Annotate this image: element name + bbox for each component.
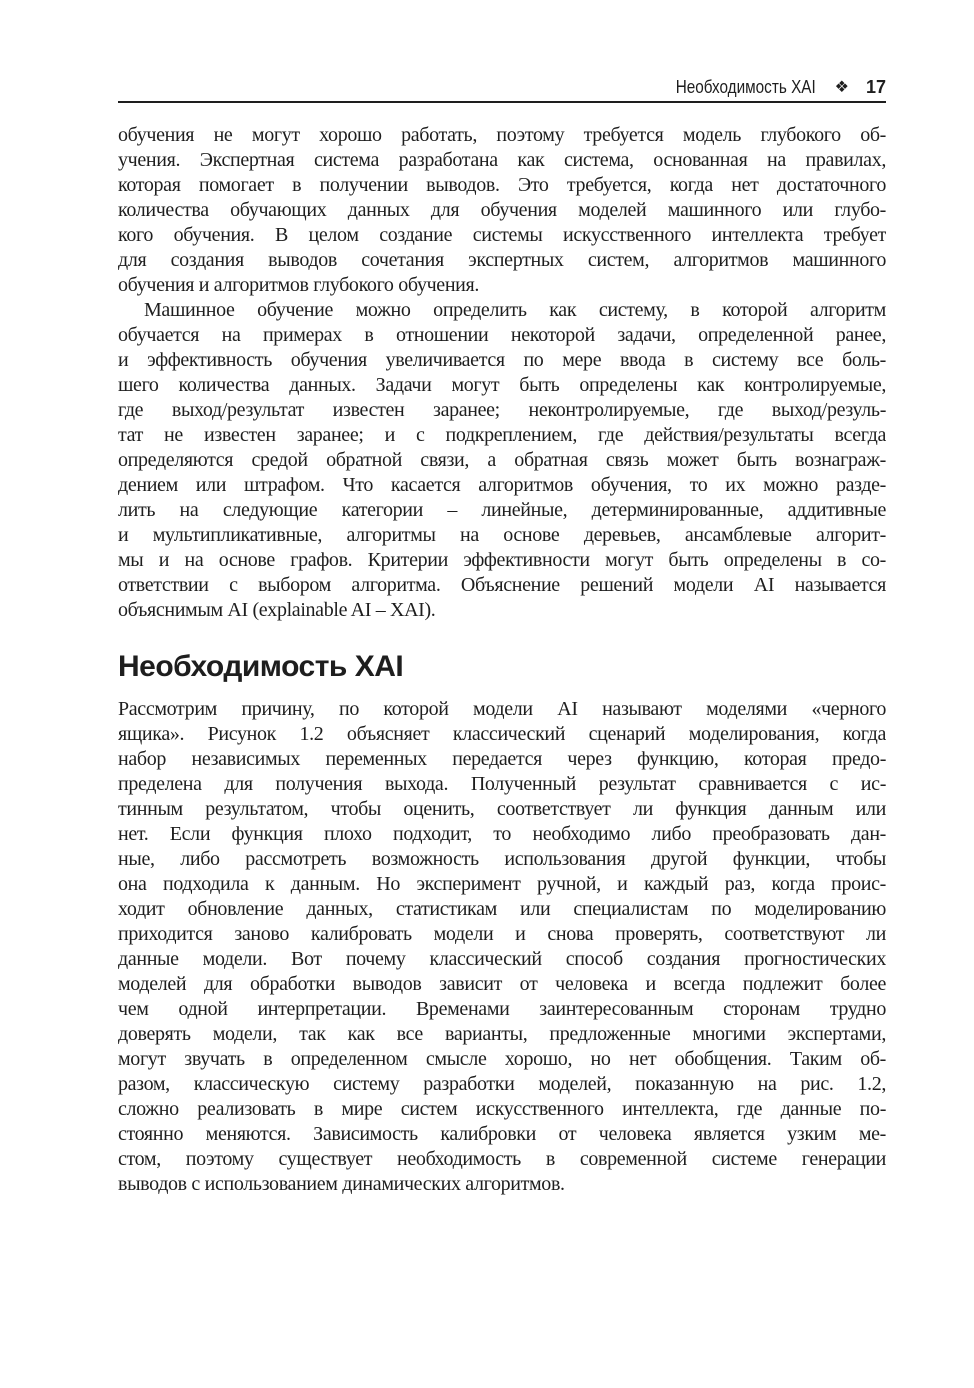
section-heading: Необходимость XAI: [118, 650, 404, 683]
text-line: обучается на примерах в отношении некоторой задачи, определенной ранее,: [118, 324, 886, 346]
text-line: разом, классическую систему разработки моделей, показанную на рис. 1.2,: [118, 1073, 886, 1095]
page-number: 17: [865, 76, 886, 97]
text-line: кого обучения. В целом создание системы искусственного интеллекта требует: [118, 224, 886, 246]
text-line: ящика». Рисунок 1.2 объясняет классический сценарий моделирования, когда: [118, 723, 886, 745]
text-line: ответствии с выбором алгоритма. Объяснение решений модели AI называется: [118, 574, 886, 596]
text-line: стом, поэтому существует необходимость в современной системе генерации: [118, 1148, 886, 1170]
text-line: Рассмотрим причину, по которой модели AI называют моделями «черного: [118, 698, 886, 720]
text-line: тинным результатом, чтобы оценить, соответствует ли функция данным или: [118, 798, 886, 820]
text-line: стоянно меняются. Зависимость калибровки от человека является узким ме-: [118, 1123, 886, 1145]
paragraph-2: [118, 298, 886, 623]
text-line: где выход/результат известен заранее; неконтролируемые, где выход/резуль-: [118, 399, 886, 421]
text-line: шего количества данных. Задачи могут быть определены как контролируемые,: [118, 374, 886, 396]
text-line: Машинное обучение можно определить как систему, в которой алгоритм: [144, 299, 886, 321]
text-line: учения. Экспертная система разработана как система, основанная на правилах,: [118, 149, 886, 171]
text-line: моделей для обработки выводов зависит от человека и всегда подлежит более: [118, 973, 886, 995]
text-line: доверять модели, так как все варианты, предложенные многими экспертами,: [118, 1023, 886, 1045]
text-line: дением или штрафом. Что касается алгоритмов обучения, то их можно разде-: [118, 474, 886, 496]
text-line: выводов с использованием динамических алгоритмов.: [118, 1173, 565, 1195]
text-line: она подходила к данным. Но эксперимент ручной, и каждый раз, когда проис-: [118, 873, 886, 895]
paragraph-3: [118, 697, 886, 1197]
running-header: [118, 76, 886, 100]
text-line: сложно реализовать в мире систем искусственного интеллекта, где данные по-: [118, 1098, 886, 1120]
header-rule: [118, 101, 886, 103]
ornament-icon: ❖: [834, 79, 849, 97]
text-line: количества обучающих данных для обучения моделей машинного или глубо-: [118, 199, 886, 221]
text-line: чем одной интерпретации. Временами заинтересованным сторонам трудно: [118, 998, 886, 1020]
text-line: тат не известен заранее; и с подкреплением, где действия/результаты всегда: [118, 424, 886, 446]
text-line: определяются средой обратной связи, а обратная связь может быть вознаграж-: [118, 449, 886, 471]
text-line: мы и на основе графов. Критерии эффективности могут быть определены в со-: [118, 549, 886, 571]
text-line: и эффективность обучения увеличивается по мере ввода в систему все боль-: [118, 349, 886, 371]
paragraph-1: [118, 123, 886, 298]
text-line: ходит обновление данных, статистикам или специалистам по моделированию: [118, 898, 886, 920]
text-line: обучения не могут хорошо работать, поэтому требуется модель глубокого об-: [118, 124, 886, 146]
text-line: могут звучать в определенном смысле хорошо, но нет обобщения. Таким об-: [118, 1048, 886, 1070]
text-line: и мультипликативные, алгоритмы на основе деревьев, ансамблевые алгорит-: [118, 524, 886, 546]
text-line: данные модели. Вот почему классический способ создания прогностических: [118, 948, 886, 970]
text-line: ные, либо рассмотреть возможность использования другой функции, чтобы: [118, 848, 886, 870]
text-line: объяснимым AI (explainable AI – XAI).: [118, 599, 436, 621]
text-line: обучения и алгоритмов глубокого обучения.: [118, 274, 480, 296]
text-line: пределена для получения выхода. Полученный результат сравнивается с ис-: [118, 773, 886, 795]
text-line: набор независимых переменных передается через функцию, которая предо-: [118, 748, 886, 770]
text-line: которая помогает в получении выводов. Это требуется, когда нет достаточного: [118, 174, 886, 196]
running-header-title: Необходимость XAI: [675, 76, 816, 97]
text-line: нет. Если функция плохо подходит, то необходимо либо преобразовать дан-: [118, 823, 886, 845]
text-line: приходится заново калибровать модели и снова проверять, соответствуют ли: [118, 923, 886, 945]
text-line: для создания выводов сочетания экспертных систем, алгоритмов машинного: [118, 249, 886, 271]
text-line: лить на следующие категории – линейные, детерминированные, аддитивные: [118, 499, 886, 521]
